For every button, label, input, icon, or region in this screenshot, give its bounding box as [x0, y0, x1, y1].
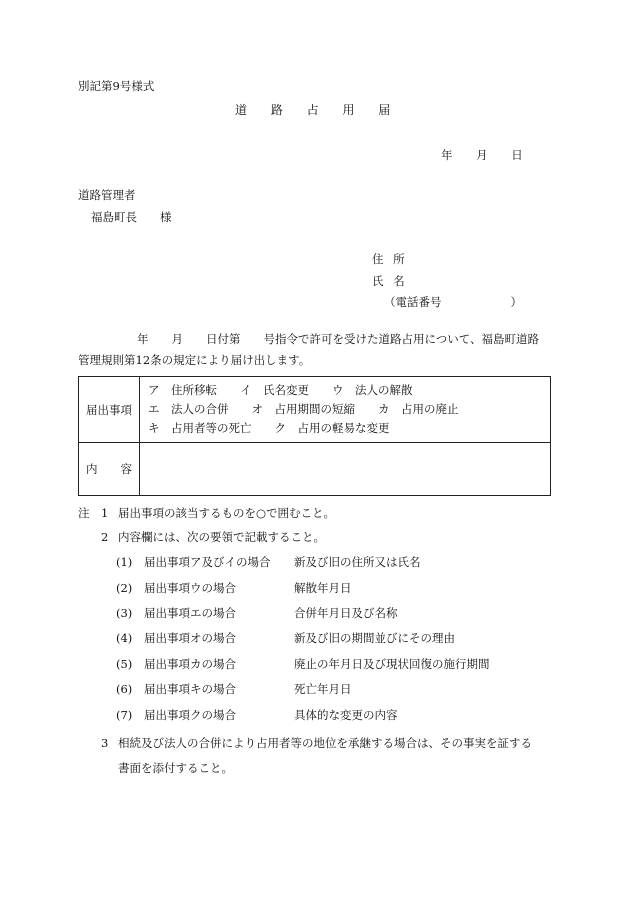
notes-label: 注 — [78, 506, 90, 520]
list-item-content: 廃止の年月日及び現状回復の施行期間 — [294, 657, 490, 671]
form-title: 道 路 占 用 届 — [235, 103, 391, 117]
content-label: 内 容 — [79, 443, 140, 496]
list-item-case: 届出事項ウの場合 — [144, 581, 236, 595]
list-item-content: 新及び旧の期間並びにその理由 — [294, 631, 455, 645]
addressee-name: 福島町長 様 — [91, 210, 172, 224]
phone-label: （電話番号 ） — [384, 295, 522, 309]
list-item-no: (6) — [116, 682, 133, 696]
note-3-line-1: 相続及び法人の合併により占用者等の地位を承継する場合は、その事実を証する — [118, 736, 532, 750]
date-line: 年 月 日 — [441, 148, 523, 162]
list-item-case: 届出事項クの場合 — [144, 708, 236, 722]
list-item-content: 合併年月日及び名称 — [294, 606, 398, 620]
list-item-no: (7) — [116, 708, 133, 722]
list-item-case: 届出事項オの場合 — [144, 631, 236, 645]
notification-items-label: 届出事項 — [79, 377, 140, 443]
list-item-case: 届出事項ア及びイの場合 — [144, 555, 271, 569]
addressee-title: 道路管理者 — [78, 188, 136, 202]
list-item-no: (1) — [116, 555, 133, 569]
list-item-case: 届出事項キの場合 — [144, 682, 236, 696]
intro-line-2: 管理規則第12条の規定により届け出します。 — [78, 353, 311, 367]
note-1-number: 1 — [101, 506, 109, 520]
address-label: 住 所 — [372, 252, 405, 266]
note-3-number: 3 — [101, 736, 109, 750]
note-2-number: 2 — [101, 530, 109, 544]
item-line-3: キ 占用者等の死亡 ク 占用の軽易な変更 — [148, 421, 390, 435]
list-item-no: (2) — [116, 581, 133, 595]
table-row — [79, 443, 551, 496]
list-item-no: (3) — [116, 606, 133, 620]
list-item-content: 解散年月日 — [294, 581, 352, 595]
list-item-content: 新及び旧の住所又は氏名 — [294, 555, 421, 569]
list-item-case: 届出事項エの場合 — [144, 606, 236, 620]
list-item-content: 死亡年月日 — [294, 682, 352, 696]
notification-items[interactable] — [140, 377, 551, 443]
name-label: 氏 名 — [372, 274, 405, 288]
notification-table — [78, 376, 551, 496]
note-2-text: 内容欄には、次の要領で記載すること。 — [118, 530, 325, 544]
list-item-content: 具体的な変更の内容 — [294, 708, 398, 722]
list-item-case: 届出事項カの場合 — [144, 657, 236, 671]
item-line-1: ア 住所移転 イ 氏名変更 ウ 法人の解散 — [148, 383, 413, 397]
item-line-2: エ 法人の合併 オ 占用期間の短縮 カ 占用の廃止 — [148, 402, 459, 416]
content-field[interactable] — [140, 443, 551, 496]
form-number: 別記第9号様式 — [78, 79, 155, 93]
note-3-line-2: 書面を添付すること。 — [118, 761, 233, 775]
intro-line-1: 年 月 日付第 号指令で許可を受けた道路占用について、福島町道路 — [137, 332, 540, 346]
note-1-text: 届出事項の該当するものを○で囲むこと。 — [118, 506, 336, 520]
list-item-no: (5) — [116, 657, 133, 671]
list-item-no: (4) — [116, 631, 133, 645]
table-row — [79, 377, 551, 443]
